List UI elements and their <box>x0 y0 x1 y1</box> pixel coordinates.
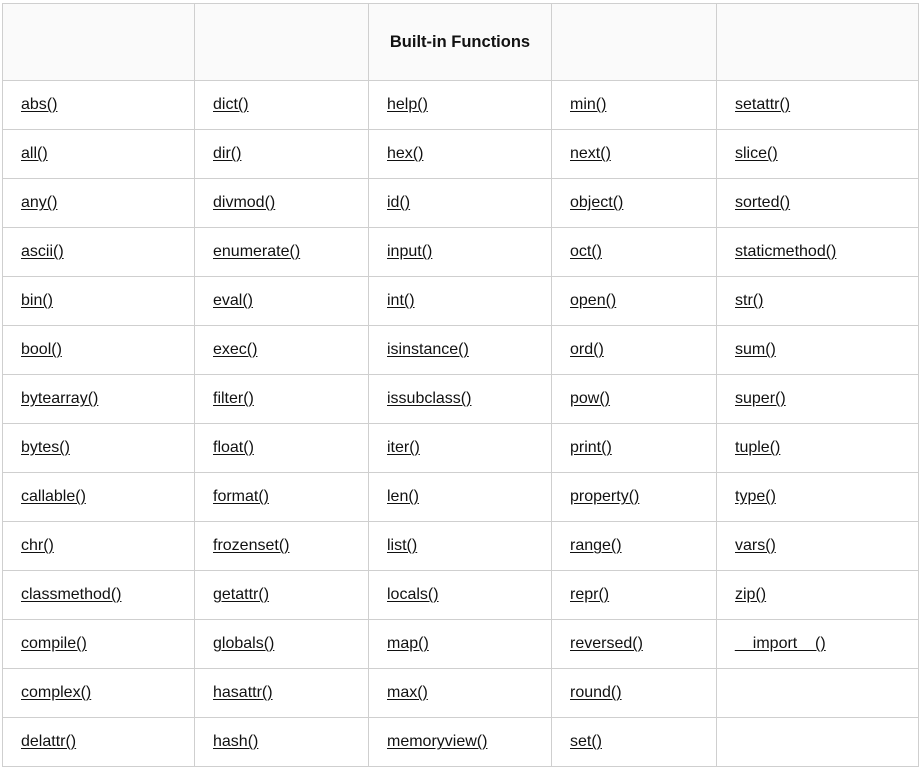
table-cell <box>195 326 369 375</box>
table-cell <box>369 277 552 326</box>
function-link[interactable]: float() <box>213 439 254 456</box>
table-row <box>3 424 919 473</box>
function-link[interactable]: enumerate() <box>213 243 301 260</box>
function-link[interactable]: sum() <box>735 341 776 358</box>
function-link[interactable]: zip() <box>735 586 767 603</box>
table-cell <box>717 669 919 718</box>
function-link[interactable]: setattr() <box>735 96 791 113</box>
table-cell <box>195 375 369 424</box>
function-link[interactable]: min() <box>570 96 607 113</box>
table-cell <box>3 424 195 473</box>
table-cell <box>3 326 195 375</box>
table-cell <box>369 473 552 522</box>
table-cell <box>195 277 369 326</box>
function-link[interactable]: bool() <box>21 341 62 358</box>
table-cell <box>552 473 717 522</box>
function-link[interactable]: id() <box>387 194 411 211</box>
table-cell <box>195 179 369 228</box>
function-link[interactable]: issubclass() <box>387 390 472 407</box>
table-header-cell-5 <box>717 4 919 81</box>
function-link[interactable]: bytes() <box>21 439 70 456</box>
table-cell <box>3 228 195 277</box>
function-link[interactable]: map() <box>387 635 429 652</box>
table-cell <box>717 473 919 522</box>
table-cell <box>552 620 717 669</box>
table-cell <box>717 424 919 473</box>
function-link[interactable]: object() <box>570 194 624 211</box>
function-link[interactable]: property() <box>570 488 640 505</box>
function-link[interactable]: print() <box>570 439 612 456</box>
function-link[interactable]: hex() <box>387 145 424 162</box>
table-cell <box>195 228 369 277</box>
table-cell <box>717 620 919 669</box>
table-cell <box>369 522 552 571</box>
table-cell <box>717 228 919 277</box>
table-cell <box>195 473 369 522</box>
table-row <box>3 130 919 179</box>
function-link[interactable]: dict() <box>213 96 249 113</box>
table-row <box>3 81 919 130</box>
table-header-row <box>3 4 919 81</box>
function-link[interactable]: abs() <box>21 96 58 113</box>
function-link[interactable]: oct() <box>570 243 602 260</box>
builtin-functions-table <box>2 3 919 767</box>
function-link[interactable]: reversed() <box>570 635 643 652</box>
table-cell <box>195 81 369 130</box>
table-cell <box>552 669 717 718</box>
table-cell <box>195 130 369 179</box>
table-header-cell-4 <box>552 4 717 81</box>
function-link[interactable]: slice() <box>735 145 778 162</box>
table-row <box>3 375 919 424</box>
table-cell <box>369 130 552 179</box>
function-link[interactable]: max() <box>387 684 428 701</box>
function-link[interactable]: staticmethod() <box>735 243 837 260</box>
function-link[interactable]: format() <box>213 488 269 505</box>
table-cell <box>552 326 717 375</box>
function-link[interactable]: pow() <box>570 390 611 407</box>
table-cell <box>369 718 552 767</box>
table-cell <box>717 375 919 424</box>
table-cell <box>3 718 195 767</box>
table-cell <box>717 326 919 375</box>
function-link[interactable]: delattr() <box>21 733 77 750</box>
table-row <box>3 277 919 326</box>
table-cell <box>369 669 552 718</box>
table-cell <box>195 522 369 571</box>
table-cell <box>552 424 717 473</box>
function-link[interactable]: hasattr() <box>213 684 273 701</box>
table-cell <box>195 718 369 767</box>
function-link[interactable]: frozenset() <box>213 537 290 554</box>
table-cell <box>552 179 717 228</box>
table-cell <box>3 81 195 130</box>
function-link[interactable]: any() <box>21 194 58 211</box>
table-row <box>3 571 919 620</box>
function-link[interactable]: round() <box>570 684 622 701</box>
function-link[interactable]: memoryview() <box>387 733 488 750</box>
function-link[interactable]: __import__() <box>735 635 826 652</box>
table-cell <box>369 620 552 669</box>
table-cell <box>3 130 195 179</box>
table-cell <box>3 179 195 228</box>
function-link[interactable]: dir() <box>213 145 242 162</box>
function-link[interactable]: list() <box>387 537 418 554</box>
table-row <box>3 228 919 277</box>
function-link[interactable]: filter() <box>213 390 254 407</box>
table-cell <box>369 326 552 375</box>
function-link[interactable]: globals() <box>213 635 275 652</box>
table-cell <box>369 228 552 277</box>
table-cell <box>717 179 919 228</box>
function-link[interactable]: help() <box>387 96 428 113</box>
table-cell <box>552 375 717 424</box>
function-link[interactable]: all() <box>21 145 48 162</box>
table-cell <box>369 424 552 473</box>
table-row <box>3 522 919 571</box>
table-cell <box>195 571 369 620</box>
table-cell <box>3 277 195 326</box>
table-cell <box>195 620 369 669</box>
table-cell <box>717 130 919 179</box>
function-link[interactable]: input() <box>387 243 433 260</box>
table-row <box>3 179 919 228</box>
table-header-cell-3: Built-in Functions <box>369 4 552 81</box>
table-body <box>3 81 919 767</box>
table-cell <box>3 522 195 571</box>
table-cell <box>717 522 919 571</box>
table-cell <box>552 571 717 620</box>
function-link[interactable]: iter() <box>387 439 420 456</box>
function-link[interactable]: complex() <box>21 684 92 701</box>
table-cell <box>3 620 195 669</box>
table-header-cell-1 <box>3 4 195 81</box>
function-link[interactable]: ord() <box>570 341 604 358</box>
table-cell <box>195 424 369 473</box>
function-link[interactable]: range() <box>570 537 622 554</box>
table-cell <box>717 718 919 767</box>
table-cell <box>717 81 919 130</box>
function-link[interactable]: callable() <box>21 488 86 505</box>
function-link[interactable]: classmethod() <box>21 586 122 603</box>
function-link[interactable]: bin() <box>21 292 54 309</box>
table-cell <box>717 277 919 326</box>
table-row <box>3 473 919 522</box>
function-link[interactable]: ascii() <box>21 243 64 260</box>
table-cell <box>195 669 369 718</box>
table-cell <box>3 669 195 718</box>
table-row <box>3 620 919 669</box>
table-cell <box>552 228 717 277</box>
table-cell <box>369 375 552 424</box>
table-cell <box>369 81 552 130</box>
function-link[interactable]: eval() <box>213 292 254 309</box>
table-row <box>3 669 919 718</box>
function-link[interactable]: exec() <box>213 341 258 358</box>
function-link[interactable]: type() <box>735 488 776 505</box>
table-cell <box>369 179 552 228</box>
table-row <box>3 718 919 767</box>
function-link[interactable]: len() <box>387 488 420 505</box>
table-cell <box>552 718 717 767</box>
function-link[interactable]: vars() <box>735 537 776 554</box>
function-link[interactable]: chr() <box>21 537 54 554</box>
table-header-cell-2 <box>195 4 369 81</box>
table-cell <box>3 571 195 620</box>
table-row <box>3 326 919 375</box>
table-cell <box>3 375 195 424</box>
function-link[interactable]: super() <box>735 390 786 407</box>
function-link[interactable]: set() <box>570 733 602 750</box>
table-cell <box>552 81 717 130</box>
function-link[interactable]: sorted() <box>735 194 791 211</box>
function-link[interactable]: divmod() <box>213 194 276 211</box>
function-link[interactable]: int() <box>387 292 415 309</box>
function-link[interactable]: getattr() <box>213 586 270 603</box>
function-link[interactable]: open() <box>570 292 617 309</box>
function-link[interactable]: tuple() <box>735 439 781 456</box>
function-link[interactable]: isinstance() <box>387 341 469 358</box>
table-cell <box>3 473 195 522</box>
function-link[interactable]: bytearray() <box>21 390 99 407</box>
table-cell <box>552 130 717 179</box>
function-link[interactable]: repr() <box>570 586 610 603</box>
table-cell <box>717 571 919 620</box>
function-link[interactable]: hash() <box>213 733 259 750</box>
table-cell <box>552 522 717 571</box>
function-link[interactable]: compile() <box>21 635 87 652</box>
table-cell <box>369 571 552 620</box>
function-link[interactable]: locals() <box>387 586 439 603</box>
builtin-functions-container <box>2 3 918 767</box>
function-link[interactable]: str() <box>735 292 764 309</box>
table-cell <box>552 277 717 326</box>
function-link[interactable]: next() <box>570 145 611 162</box>
